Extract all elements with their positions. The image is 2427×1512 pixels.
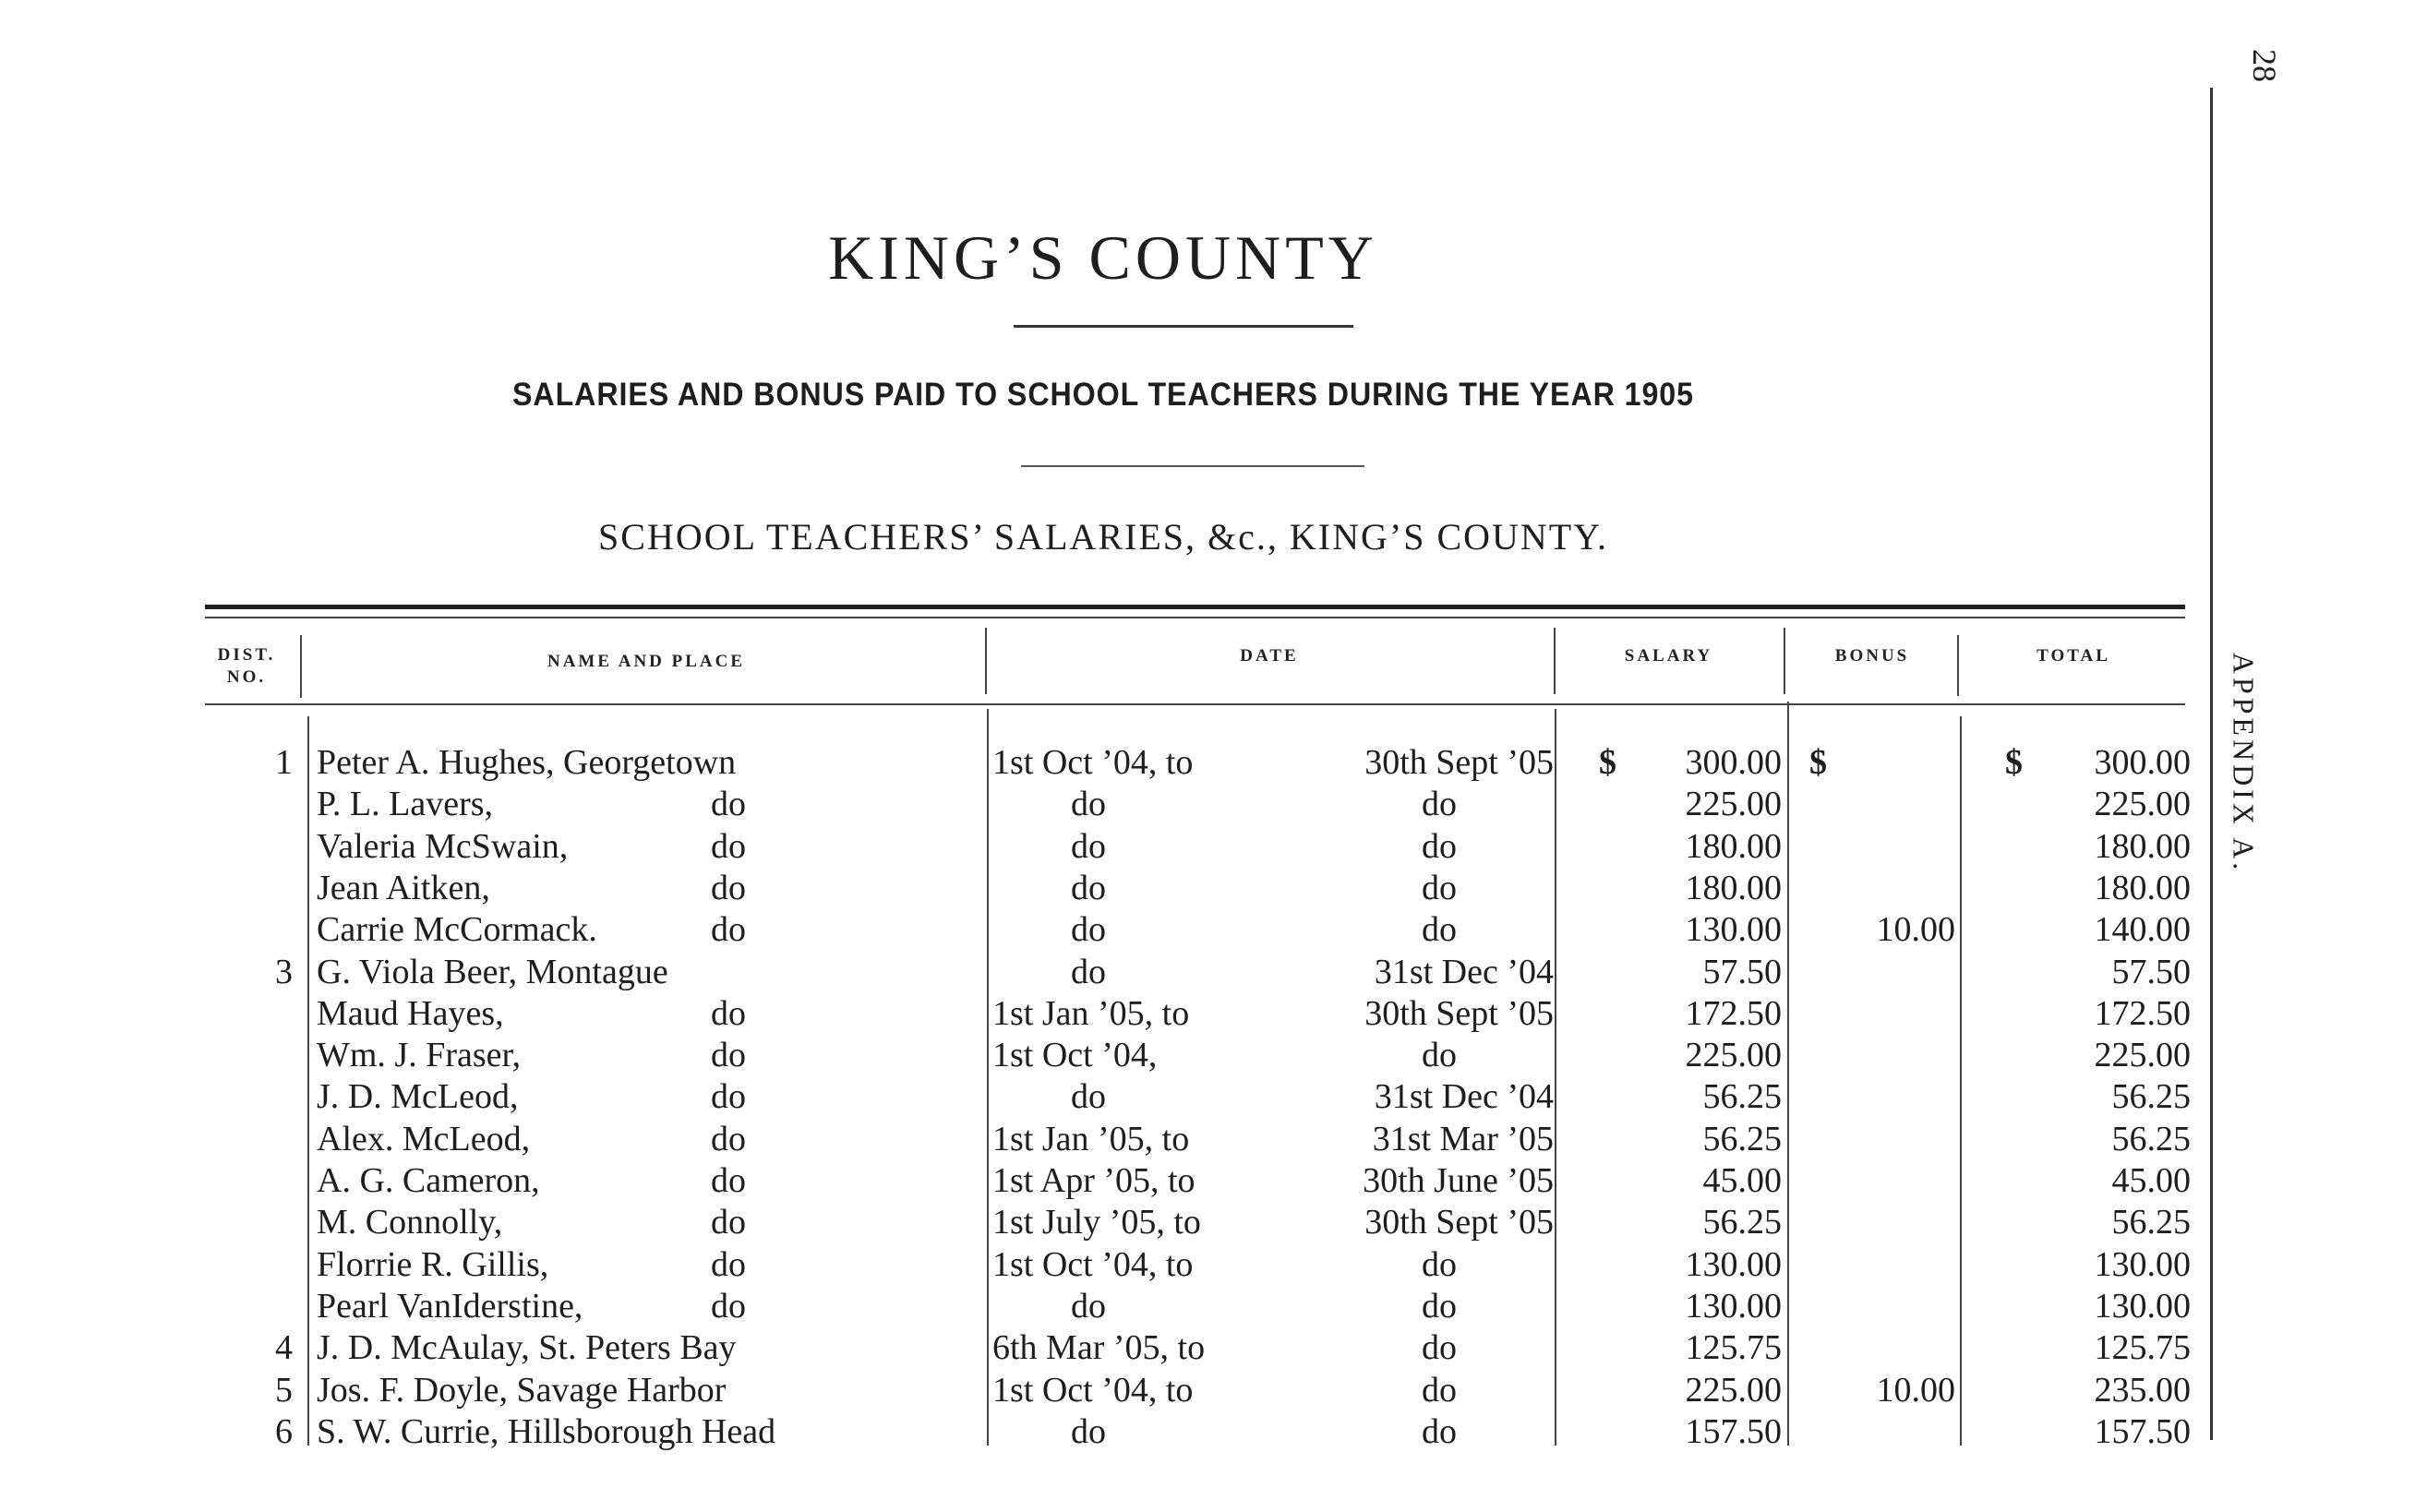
bonus-value: 10.00 [1876,910,1955,950]
date-to: do [1422,1036,1457,1075]
date-to: do [1422,826,1457,866]
salary-value: 225.00 [1685,785,1782,824]
date-from: do [1071,826,1106,866]
bonus-value: 10.00 [1876,1370,1955,1410]
column-rule [985,628,987,694]
column-rule [987,709,989,1446]
date-to: do [1422,1328,1457,1368]
total-value: 130.00 [2094,1244,2191,1284]
date-from: do [1071,1411,1106,1451]
table-heading: SCHOOL TEACHERS’ SALARIES, &c., KING’S COUNTY. [598,516,1608,558]
teacher-name: Jos. F. Doyle, Savage Harbor [317,1370,727,1410]
salary-value: 300.00 [1685,743,1782,782]
column-rule [1787,702,1789,1446]
date-from: 1st Jan ’05, to [992,993,1190,1033]
teacher-name: Pearl VanIderstine, [317,1286,583,1326]
teacher-name: Jean Aitken, [317,868,490,907]
teacher-name: Florrie R. Gillis, [317,1244,549,1284]
salary-value: 45.00 [1702,1161,1782,1200]
date-from: 1st Oct ’04, to [992,743,1194,782]
salary-value: 225.00 [1685,1036,1782,1075]
teacher-place: do [711,826,746,866]
page-number: 28 [2246,49,2283,82]
teacher-place: do [711,1036,746,1075]
salary-value: 130.00 [1685,1244,1782,1284]
date-from: 6th Mar ’05, to [992,1328,1206,1368]
dist-no: 6 [275,1411,293,1451]
salary-value: 225.00 [1685,1370,1782,1410]
teacher-name: M. Connolly, [317,1203,503,1242]
teacher-place: do [711,993,746,1033]
salary-value: 180.00 [1685,868,1782,907]
appendix-label: APPENDIX A. [2227,652,2261,874]
teacher-name: Carrie McCormack. [317,910,597,950]
teacher-place: do [711,1077,746,1117]
teacher-place: do [711,785,746,824]
date-to: 31st Mar ’05 [1372,1119,1554,1158]
total-value: 56.25 [2111,1203,2191,1242]
date-from: 1st Oct ’04, to [992,1244,1194,1284]
column-rule [1784,628,1785,694]
header-bottom-rule [205,703,2185,705]
header-dist-line1: DIST. [217,645,276,665]
date-from: 1st Oct ’04, to [992,1370,1194,1410]
header-dist-line2: NO. [226,667,267,687]
table-top-rule-thin [205,617,2185,618]
teacher-name: Maud Hayes, [317,993,504,1033]
salary-currency: $ [1599,743,1616,782]
total-value: 56.25 [2111,1077,2191,1117]
date-to: do [1422,1286,1457,1326]
salary-value: 125.75 [1685,1328,1782,1368]
date-to: 31st Dec ’04 [1374,952,1554,991]
date-from: do [1071,952,1106,991]
salary-value: 57.50 [1702,952,1782,991]
teacher-place: do [711,1244,746,1284]
header-name: NAME AND PLACE [547,652,746,671]
teacher-name: G. Viola Beer, Montague [317,952,668,991]
salary-value: 56.25 [1702,1203,1782,1242]
salary-value: 180.00 [1685,826,1782,866]
salary-value: 56.25 [1702,1119,1782,1158]
teacher-place: do [711,1161,746,1200]
date-from: do [1071,785,1106,824]
total-value: 300.00 [2094,743,2191,782]
date-from: 1st Apr ’05, to [992,1161,1195,1200]
total-value: 125.75 [2094,1328,2191,1368]
teacher-name: Valeria McSwain, [317,826,569,866]
date-from: 1st Jan ’05, to [992,1119,1190,1158]
date-from: do [1071,1286,1106,1326]
salary-value: 157.50 [1685,1411,1782,1451]
teacher-name: S. W. Currie, Hillsborough Head [317,1411,776,1451]
date-from: 1st July ’05, to [992,1203,1201,1242]
bonus-currency: $ [1809,743,1827,782]
subtitle: SALARIES AND BONUS PAID TO SCHOOL TEACHERS DURING THE YEAR 1905 [512,377,1694,413]
total-value: 157.50 [2094,1411,2191,1451]
total-value: 172.50 [2094,993,2191,1033]
header-bonus: BONUS [1834,646,1910,666]
county-title: KING’S COUNTY [828,222,1378,293]
teacher-name: Wm. J. Fraser, [317,1036,522,1075]
teacher-place: do [711,910,746,950]
teacher-name: A. G. Cameron, [317,1161,540,1200]
teacher-name: Peter A. Hughes, Georgetown [317,743,737,782]
table-top-rule [205,605,2185,609]
column-rule [1957,635,1959,696]
header-dist [205,644,288,689]
header-total: TOTAL [2037,646,2110,666]
total-value: 57.50 [2111,952,2191,991]
column-rule [300,635,302,698]
date-from: do [1071,1077,1106,1117]
date-to: 30th June ’05 [1363,1161,1554,1200]
column-rule [1554,628,1556,694]
subtitle-rule [1021,465,1364,467]
total-value: 235.00 [2094,1370,2191,1410]
total-value: 140.00 [2094,910,2191,950]
date-to: do [1422,1244,1457,1284]
date-to: 31st Dec ’04 [1374,1077,1554,1117]
total-value: 130.00 [2094,1286,2191,1326]
date-to: do [1422,868,1457,907]
header-salary: SALARY [1624,646,1713,666]
total-value: 180.00 [2094,826,2191,866]
teacher-place: do [711,1119,746,1158]
salary-value: 130.00 [1685,1286,1782,1326]
teacher-place: do [711,1286,746,1326]
dist-no: 4 [275,1328,293,1368]
total-currency: $ [2005,743,2023,782]
dist-no: 5 [275,1370,293,1410]
teacher-place: do [711,868,746,907]
salary-value: 56.25 [1702,1077,1782,1117]
dist-no: 3 [275,952,293,991]
teacher-name: P. L. Lavers, [317,785,494,824]
total-value: 56.25 [2111,1119,2191,1158]
date-to: do [1422,785,1457,824]
teacher-name: J. D. McLeod, [317,1077,519,1117]
column-rule [307,716,309,1446]
total-value: 225.00 [2094,1036,2191,1075]
date-to: 30th Sept ’05 [1364,1203,1554,1242]
salary-value: 130.00 [1685,910,1782,950]
header-date: DATE [1240,646,1299,666]
teacher-name: J. D. McAulay, St. Peters Bay [317,1328,737,1368]
date-from: do [1071,868,1106,907]
side-rule [2210,88,2213,1440]
date-to: do [1422,1370,1457,1410]
teacher-name: Alex. McLeod, [317,1119,531,1158]
date-to: 30th Sept ’05 [1364,993,1554,1033]
salary-value: 172.50 [1685,993,1782,1033]
total-value: 180.00 [2094,868,2191,907]
total-value: 45.00 [2111,1161,2191,1200]
title-rule [1014,325,1353,328]
date-to: 30th Sept ’05 [1364,743,1554,782]
dist-no: 1 [275,743,293,782]
date-from: 1st Oct ’04, [992,1036,1158,1075]
date-to: do [1422,1411,1457,1451]
column-rule [1555,709,1556,1446]
date-to: do [1422,910,1457,950]
teacher-place: do [711,1203,746,1242]
column-rule [1960,716,1962,1446]
date-from: do [1071,910,1106,950]
total-value: 225.00 [2094,785,2191,824]
